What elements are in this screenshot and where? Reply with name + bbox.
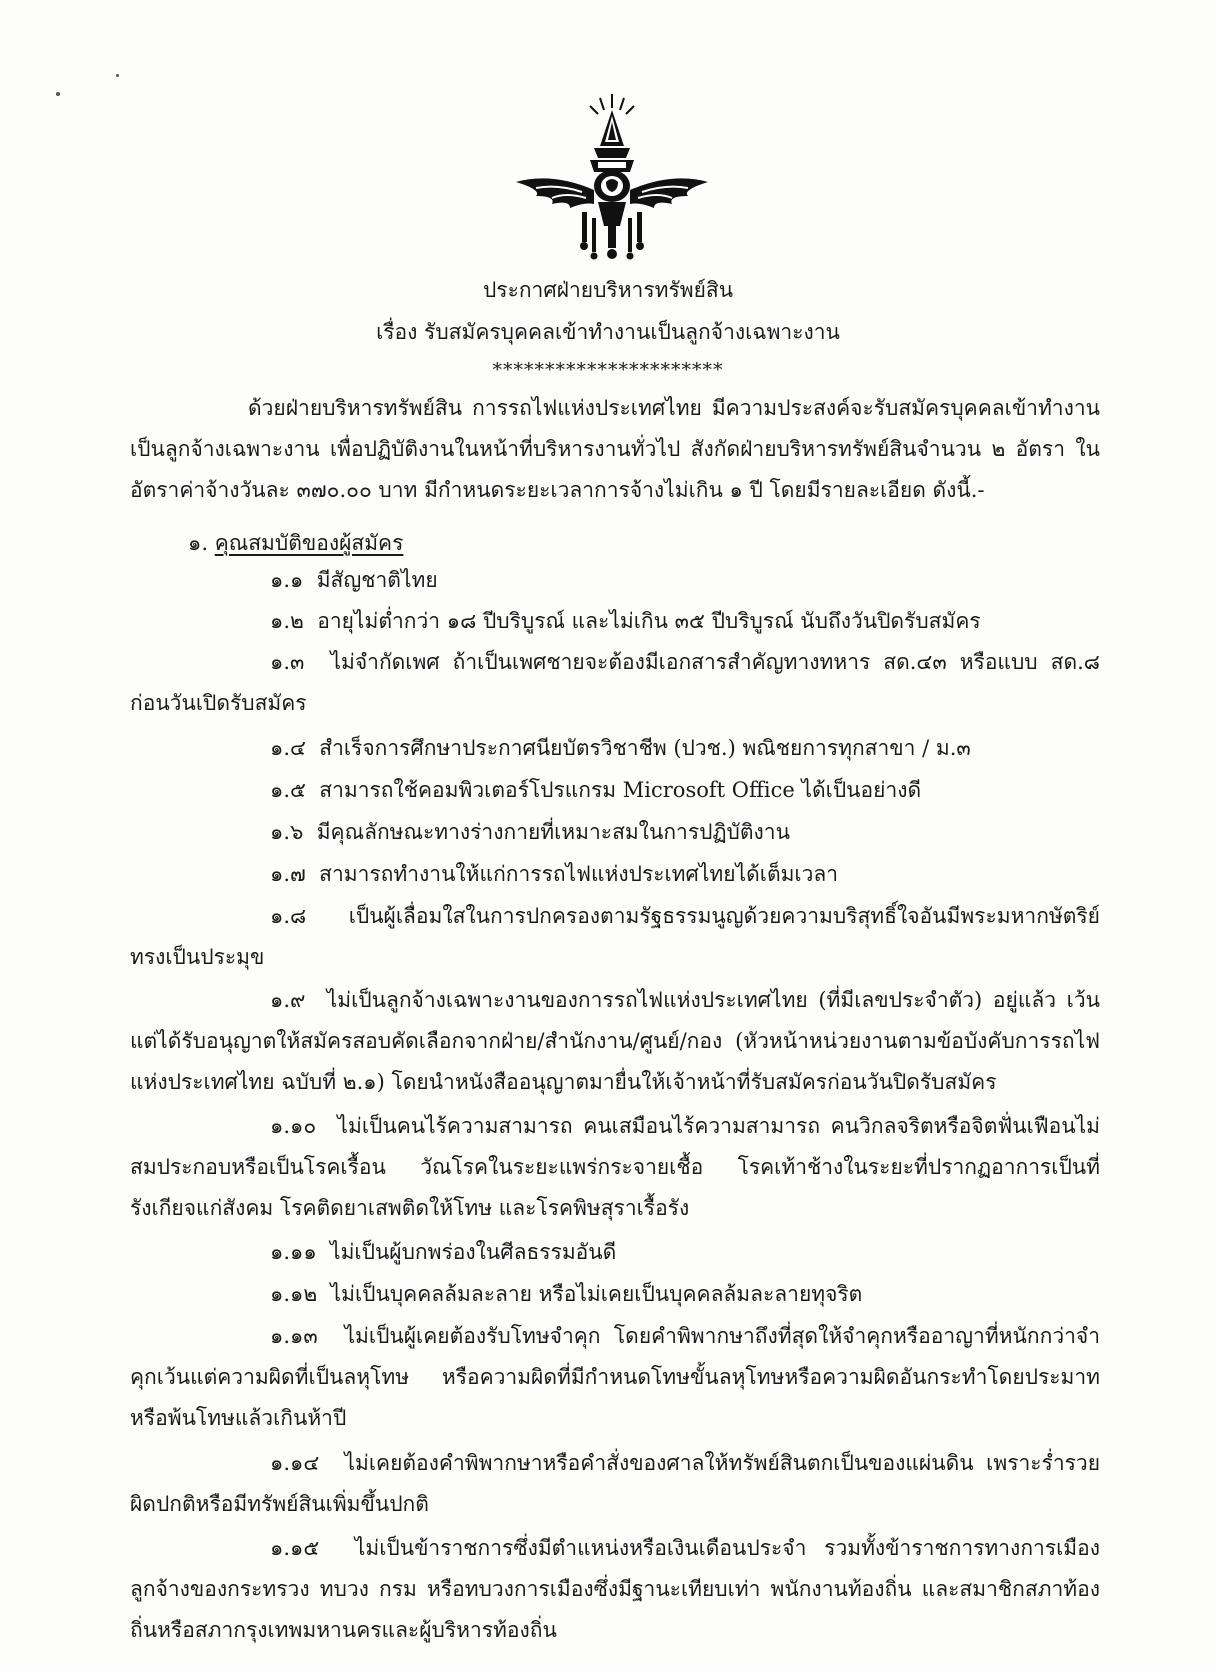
item-text: ไม่เป็นผู้เคยต้องรับโทษจำคุก โดยคำพิพากษาถึงที่สุดให้จำคุกหรืออาญาที่หนักกว่าจำคุกเว้นแต่ความผิดที่เป็นลหุโทษ หรือความผิดที่มีกำหนดโทษขั้นลหุโทษหรือความผิดอันกระทำโดยประมาท หรือพ้นโทษแล้วเกินห้าปี xyxy=(130,1324,1100,1430)
list-item xyxy=(130,1443,1100,1525)
item-number: ๑.๑๐ xyxy=(270,1114,317,1138)
item-text: อายุไม่ต่ำกว่า ๑๘ ปีบริบูรณ์ และไม่เกิน ๓๕ ปีบริบูรณ์ นับถึงวันปิดรับสมัคร xyxy=(317,609,981,633)
item-text: เป็นผู้เลื่อมใสในการปกครองตามรัฐธรรมนูญด้วยความบริสุทธิ์ใจอันมีพระมหากษัตริย์ทรงเป็นประมุข xyxy=(130,904,1100,969)
list-item xyxy=(130,1232,1100,1273)
item-text: ไม่เป็นผู้บกพร่องในศีลธรรมอันดี xyxy=(330,1240,617,1264)
scan-speck xyxy=(116,74,119,77)
list-item xyxy=(130,560,1100,601)
list-item xyxy=(130,812,1100,853)
item-text: ไม่เป็นบุคคลล้มละลาย หรือไม่เคยเป็นบุคคลล้มละลายทุจริต xyxy=(330,1282,863,1306)
item-number: ๑.๑๒ xyxy=(270,1282,318,1306)
list-item xyxy=(130,601,1100,642)
separator-stars: ********************** xyxy=(492,359,724,381)
item-number: ๑.๑๑ xyxy=(270,1240,317,1264)
list-item xyxy=(130,728,1100,769)
list-item xyxy=(130,980,1100,1103)
list-item xyxy=(130,1316,1100,1439)
item-number: ๑.๒ xyxy=(270,609,304,633)
item-number: ๑.๑๕ xyxy=(270,1536,320,1560)
item-number: ๑.๘ xyxy=(270,904,307,928)
item-number: ๑.๖ xyxy=(270,820,304,844)
list-item xyxy=(130,770,1100,811)
item-number: ๑.๑ xyxy=(270,568,304,592)
announcement-org: ประกาศฝ่ายบริหารทรัพย์สิน xyxy=(482,278,734,302)
list-item xyxy=(130,1106,1100,1229)
item-text: ไม่เป็นคนไร้ความสามารถ คนเสมือนไร้ความสามารถ คนวิกลจริตหรือจิตฟั่นเฟือนไม่สมประกอบหรือเป็นโรคเรื้อน วัณโรคในระยะแพร่กระจายเชื้อ โรคเท้าช้างในระยะที่ปรากฏอาการเป็นที่รังเกียจแก่สังคม โรคติดยาเสพติดให้โทษ และโรคพิษสุราเรื้อรัง xyxy=(130,1114,1100,1220)
item-number: ๑.๔ xyxy=(270,736,306,760)
srt-emblem-icon xyxy=(512,86,712,266)
section-number: ๑. xyxy=(188,531,209,555)
item-number: ๑.๗ xyxy=(270,862,306,886)
list-item xyxy=(130,896,1100,978)
item-text: มีสัญชาติไทย xyxy=(316,568,438,592)
item-number: ๑.๕ xyxy=(270,778,306,802)
item-text: มีคุณลักษณะทางร่างกายที่เหมาะสมในการปฏิบัติงาน xyxy=(316,820,790,844)
list-item xyxy=(130,854,1100,895)
item-text: สามารถทำงานให้แก่การรถไฟแห่งประเทศไทยได้เต็มเวลา xyxy=(319,862,839,886)
item-number: ๑.๓ xyxy=(270,650,305,674)
item-text: ไม่เป็นข้าราชการซึ่งมีตำแหน่งหรือเงินเดือนประจำ รวมทั้งข้าราชการทางการเมืองลูกจ้างของกระทรวง ทบวง กรม หรือทบวงการเมืองซึ่งมีฐานะเทียบเท่า พนักงานท้องถิ่น และสมาชิกสภาท้องถิ่นหรือสภากรุงเทพมหานครและผู้บริหารท้องถิ่น xyxy=(130,1536,1100,1642)
item-text: ไม่เป็นลูกจ้างเฉพาะงานของการรถไฟแห่งประเทศไทย (ที่มีเลขประจำตัว) อยู่แล้ว เว้นแต่ได้รับอนุญาตให้สมัครสอบคัดเลือกจากฝ่าย/สำนักงาน/ศูนย์/กอง (หัวหน้าหน่วยงานตามข้อบังคับการรถไฟแห่งประเทศไทย ฉบับที่ ๒.๑) โดยนำหนังสืออนุญาตมายื่นให้เจ้าหน้าที่รับสมัครก่อนวันปิดรับสมัคร xyxy=(130,988,1100,1094)
section-heading xyxy=(188,528,403,558)
section-title: คุณสมบัติของผู้สมัคร xyxy=(214,531,404,555)
item-text: ไม่จำกัดเพศ ถ้าเป็นเพศชายจะต้องมีเอกสารสำคัญทางทหาร สด.๔๓ หรือแบบ สด.๘ ก่อนวันเปิดรับสมัคร xyxy=(130,650,1100,715)
list-item xyxy=(130,1528,1100,1651)
item-text: สามารถใช้คอมพิวเตอร์โปรแกรม Microsoft Office ได้เป็นอย่างดี xyxy=(319,778,922,802)
intro-paragraph: ด้วยฝ่ายบริหารทรัพย์สิน การรถไฟแห่งประเทศไทย มีความประสงค์จะรับสมัครบุคคลเข้าทำงานเป็นลูกจ้างเฉพาะงาน เพื่อปฏิบัติงานในหน้าที่บริหารงานทั่วไป สังกัดฝ่ายบริหารทรัพย์สินจำนวน ๒ อัตรา ในอัตราค่าจ้างวันละ ๓๗๐.๐๐ บาท มีกำหนดระยะเวลาการจ้างไม่เกิน ๑ ปี โดยมีรายละเอียด ดังนี้.- xyxy=(130,396,1100,502)
item-number: ๑.๙ xyxy=(270,988,306,1012)
list-item xyxy=(130,642,1100,724)
list-item xyxy=(130,1274,1100,1315)
item-number: ๑.๑๔ xyxy=(270,1451,320,1475)
item-number: ๑.๑๓ xyxy=(270,1324,318,1348)
item-text: สำเร็จการศึกษาประกาศนียบัตรวิชาชีพ (ปวช.) พณิชยการทุกสาขา / ม.๓ xyxy=(319,736,971,760)
scan-speck xyxy=(56,92,60,96)
announcement-subject: เรื่อง รับสมัครบุคคลเข้าทำงานเป็นลูกจ้างเฉพาะงาน xyxy=(376,320,840,344)
item-text: ไม่เคยต้องคำพิพากษาหรือคำสั่งของศาลให้ทรัพย์สินตกเป็นของแผ่นดิน เพราะร่ำรวยผิดปกติหรือมีทรัพย์สินเพิ่มขึ้นปกติ xyxy=(130,1451,1101,1516)
